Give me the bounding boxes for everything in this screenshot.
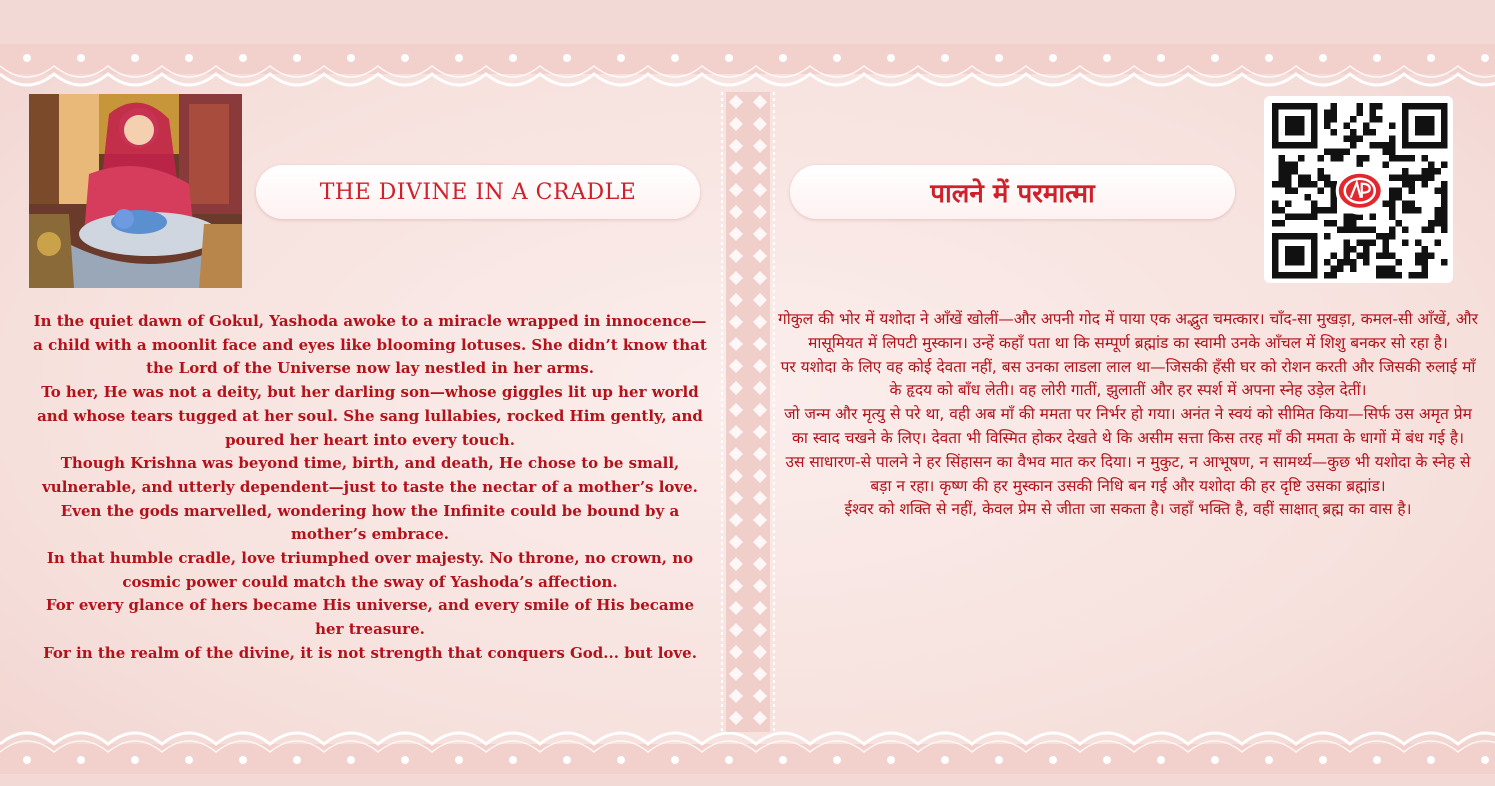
- english-paragraph: In the quiet dawn of Gokul, Yashoda awoke to a miracle wrapped in innocence—a child with a moonlit face and eyes like blooming lotuses. She didn’t know that the Lord of the Universe now lay nestled in her arms.: [33, 312, 707, 378]
- center-ornamental-divider: [718, 92, 778, 732]
- english-title: THE DIVINE IN A CRADLE: [319, 179, 637, 205]
- ap-logo-icon: [1336, 167, 1384, 215]
- hindi-story-text: [778, 308, 1478, 522]
- hindi-paragraph: जो जन्म और मृत्यु से परे था, वही अब माँ की ममता पर निर्भर हो गया। अनंत ने स्वयं को सीमित किया—सिर्फ उस अमृत प्रेम का स्वाद चखने के लिए। देवता भी विस्मित होकर देखते थे कि असीम सत्ता किस तरह माँ की ममता के धागों में बंध गई है।: [784, 405, 1472, 447]
- english-paragraph: Even the gods marvelled, wondering how the Infinite could be bound by a mother’s embrace.: [60, 501, 680, 544]
- english-title-banner: [256, 165, 700, 219]
- english-paragraph: In that humble cradle, love triumphed over majesty. No throne, no crown, no cosmic power could match the sway of Yashoda’s affection.: [46, 549, 694, 591]
- english-paragraph: Though Krishna was beyond time, birth, and death, He chose to be small, vulnerable, and utterly dependent—just to taste the nectar of a mother’s love.: [42, 454, 698, 496]
- qr-code[interactable]: [1264, 96, 1453, 283]
- english-story-text: [30, 310, 710, 666]
- hindi-paragraph: ईश्वर को शक्ति से नहीं, केवल प्रेम से जीता जा सकता है। जहाँ भक्ति है, वहीं साक्षात् ब्रह्म का वास है।: [844, 500, 1412, 519]
- yashoda-krishna-painting: [29, 94, 242, 288]
- english-paragraph: For in the realm of the divine, it is not strength that conquers God... but love.: [43, 643, 697, 662]
- english-paragraph: To her, He was not a deity, but her darling son—whose giggles lit up her world and whose tears tugged at her soul. She sang lullabies, rocked Him gently, and poured her heart into every touch.: [37, 383, 703, 449]
- hindi-paragraph: उस साधारण-से पालने ने हर सिंहासन का वैभव मात कर दिया। न मुकुट, न आभूषण, न सामर्थ्य—कुछ भी यशोदा के स्नेह से बड़ा न रहा। कृष्ण की हर मुस्कान उसकी निधि बन गई और यशोदा की हर दृष्टि उसका ब्रह्मांड।: [785, 452, 1471, 495]
- hindi-paragraph: गोकुल की भोर में यशोदा ने आँखें खोलीं—और अपनी गोद में पाया एक अद्भुत चमत्कार। चाँद-सा मुखड़ा, कमल-सी आँखें, और मासूमियत में लिपटी मुस्कान। उन्हें कहाँ पता था कि सम्पूर्ण ब्रह्मांड का स्वामी उनके आँचल में शिशु बनकर सो रहा है।: [778, 310, 1478, 352]
- hindi-paragraph: पर यशोदा के लिए वह कोई देवता नहीं, बस उनका लाडला लाल था—जिसकी हँसी घर को रोशन करती और जिसकी रुलाई माँ के हृदय को बाँध लेती। वह लोरी गातीं, झुलातीं और हर स्पर्श में अपना स्नेह उड़ेल देतीं।: [780, 357, 1476, 400]
- top-strip: [0, 0, 1495, 50]
- hindi-title: पालने में परमात्मा: [930, 179, 1095, 209]
- hindi-title-banner: [790, 165, 1235, 219]
- english-paragraph: For every glance of hers became His universe, and every smile of His became her treasure.: [45, 596, 695, 639]
